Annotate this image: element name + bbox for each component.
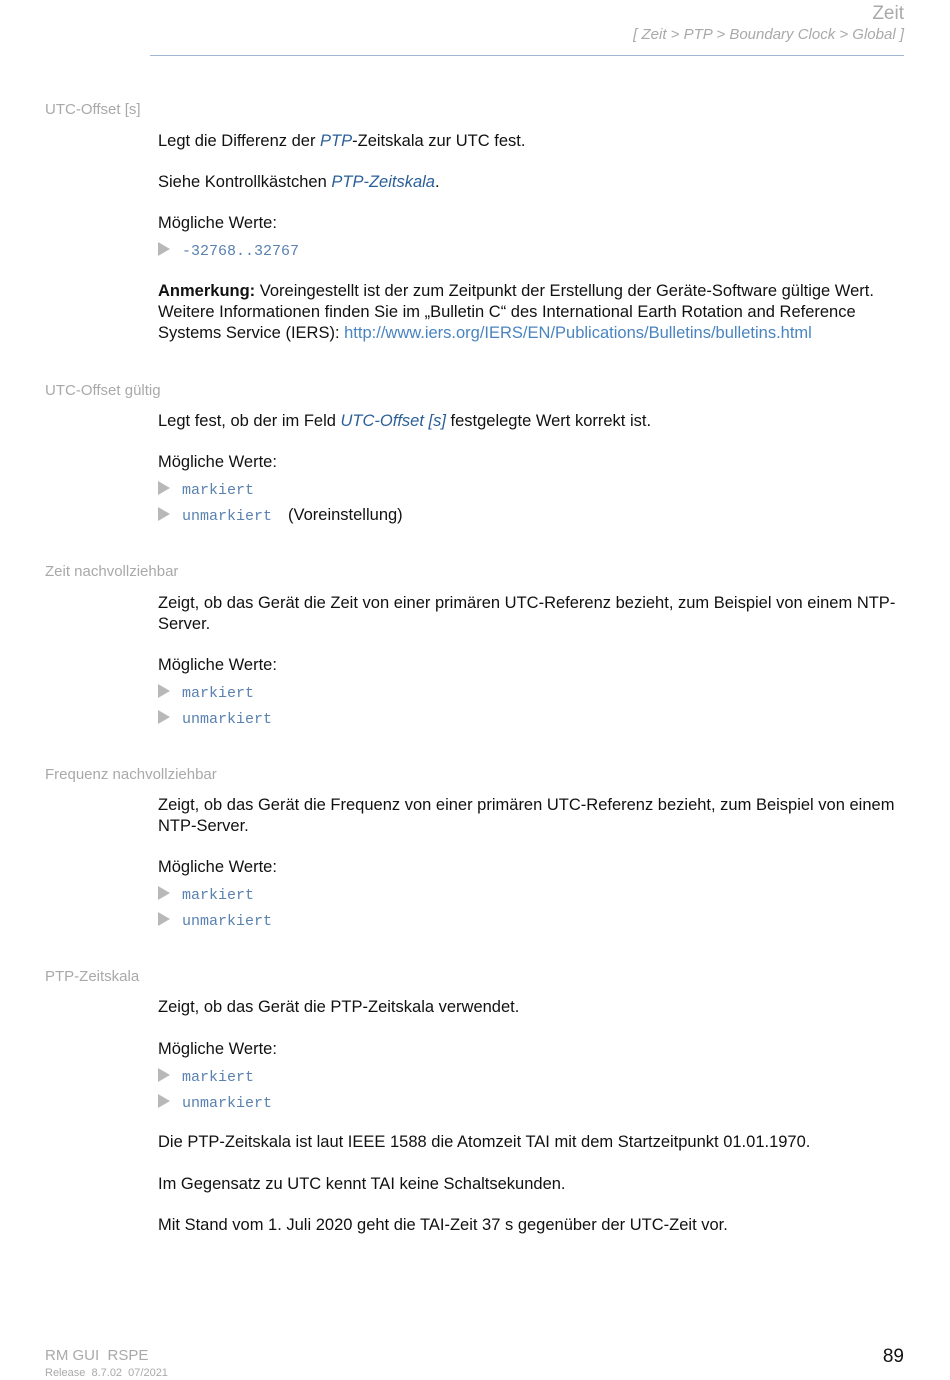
ptp-timescale-description: Zeigt, ob das Gerät die PTP-Zeitskala verwendet.	[158, 998, 520, 1016]
value-item	[158, 1066, 254, 1088]
ptp-timescale-note-1: Die PTP-Zeitskala ist laut IEEE 1588 die Atomzeit TAI mit dem Startzeitpunkt 01.01.1970.	[158, 1133, 811, 1151]
possible-values-heading: Mögliche Werte:	[158, 858, 277, 876]
text: .	[434, 173, 440, 191]
text: Legt die Differenz der	[158, 132, 321, 150]
possible-values-heading: Mögliche Werte:	[158, 656, 277, 674]
ptp-link[interactable]: PTP	[320, 132, 353, 150]
triangle-bullet-icon	[158, 481, 170, 495]
value-item	[158, 708, 272, 730]
value-markiert: markiert	[182, 482, 255, 499]
value-item	[158, 479, 254, 501]
possible-values-heading: Mögliche Werte:	[158, 453, 277, 471]
value-item	[158, 240, 299, 262]
triangle-bullet-icon	[158, 242, 170, 256]
page-header-title: Zeit	[872, 3, 904, 24]
triangle-bullet-icon	[158, 1094, 170, 1108]
utc-offset-link[interactable]: UTC-Offset [s]	[340, 412, 446, 430]
section-label-frequency-traceable: Frequenz nachvollziehbar	[45, 766, 217, 783]
section-label-ptp-timescale: PTP-Zeitskala	[45, 968, 140, 985]
utc-offset-note	[158, 281, 904, 344]
utc-offset-see-also	[158, 172, 904, 193]
triangle-bullet-icon	[158, 1068, 170, 1082]
text: Siehe Kontrollkästchen	[158, 173, 332, 191]
value-range: -32768..32767	[182, 243, 300, 260]
triangle-bullet-icon	[158, 710, 170, 724]
utc-offset-description	[158, 131, 904, 152]
section-label-utc-offset: UTC-Offset [s]	[45, 101, 141, 118]
note-text: Voreingestellt ist der zum Zeitpunkt der Erstellung der Geräte-Software gültige Wert. Weitere Informationen finden Sie im „Bulletin C“ des International Earth Rotation and Reference Systems Service (IERS):	[158, 282, 874, 342]
footer-document-name: RM GUI RSPE	[45, 1347, 149, 1364]
possible-values-heading: Mögliche Werte:	[158, 214, 277, 232]
triangle-bullet-icon	[158, 912, 170, 926]
value-item	[158, 884, 254, 906]
triangle-bullet-icon	[158, 886, 170, 900]
value-unmarkiert: unmarkiert	[182, 1095, 273, 1112]
possible-values-heading: Mögliche Werte:	[158, 1040, 277, 1058]
value-item	[158, 505, 403, 527]
value-item	[158, 910, 272, 932]
text: Legt fest, ob der im Feld	[158, 412, 341, 430]
value-markiert: markiert	[182, 685, 255, 702]
text: festgelegte Wert korrekt ist.	[445, 412, 652, 430]
value-unmarkiert: unmarkiert	[182, 913, 273, 930]
utc-offset-valid-description	[158, 411, 904, 432]
ptp-timescale-note-2: Im Gegensatz zu UTC kennt TAI keine Schaltsekunden.	[158, 1175, 566, 1193]
iers-url-link[interactable]: http://www.iers.org/IERS/EN/Publications/Bulletins/bulletins.html	[344, 324, 812, 342]
triangle-bullet-icon	[158, 507, 170, 521]
value-item	[158, 1092, 272, 1114]
frequency-traceable-description: Zeigt, ob das Gerät die Frequenz von einer primären UTC-Referenz bezieht, zum Beispiel von einem NTP-Server.	[158, 796, 895, 835]
note-label: Anmerkung:	[158, 282, 256, 300]
breadcrumb: [ Zeit > PTP > Boundary Clock > Global ]	[633, 26, 904, 43]
section-label-time-traceable: Zeit nachvollziehbar	[45, 563, 179, 580]
value-markiert: markiert	[182, 887, 255, 904]
triangle-bullet-icon	[158, 684, 170, 698]
section-label-utc-offset-valid: UTC-Offset gültig	[45, 382, 161, 399]
default-note: (Voreinstellung)	[288, 506, 403, 524]
footer-release: Release 8.7.02 07/2021	[45, 1367, 168, 1379]
value-markiert: markiert	[182, 1069, 255, 1086]
value-unmarkiert: unmarkiert	[182, 508, 273, 525]
value-item	[158, 682, 254, 704]
ptp-timescale-note-3: Mit Stand vom 1. Juli 2020 geht die TAI-Zeit 37 s gegenüber der UTC-Zeit vor.	[158, 1216, 728, 1234]
text: -Zeitskala zur UTC fest.	[352, 132, 526, 150]
time-traceable-description: Zeigt, ob das Gerät die Zeit von einer primären UTC-Referenz bezieht, zum Beispiel von einem NTP-Server.	[158, 594, 896, 633]
value-unmarkiert: unmarkiert	[182, 711, 273, 728]
ptp-zeitskala-link[interactable]: PTP-Zeitskala	[331, 173, 435, 191]
header-divider	[150, 55, 904, 56]
page-number: 89	[882, 1346, 904, 1367]
